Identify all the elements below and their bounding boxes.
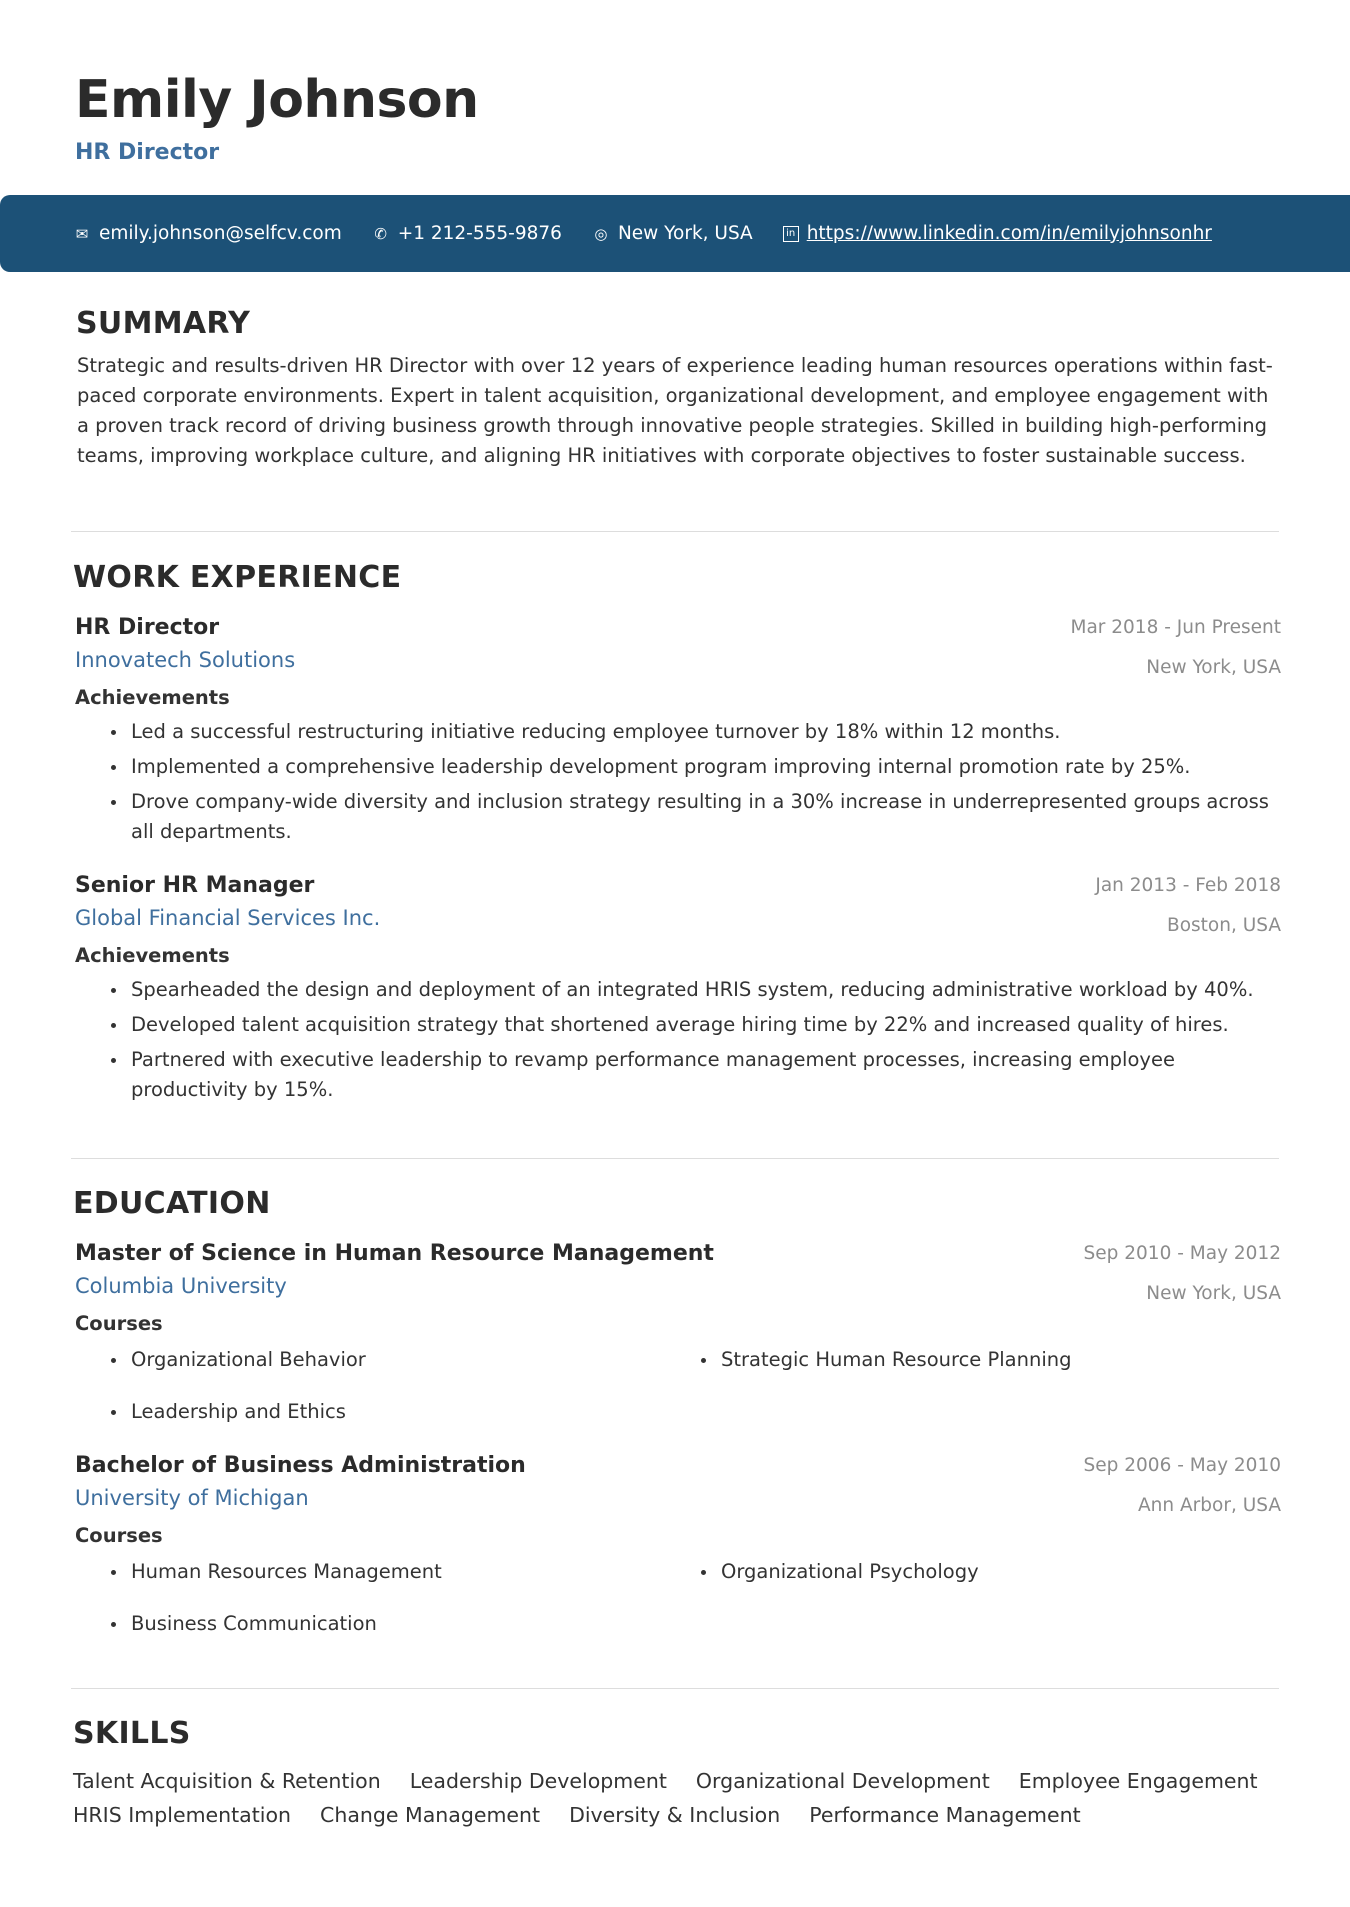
job-location: New York, USA (1146, 657, 1281, 678)
course-item: Business Communication (107, 1609, 697, 1639)
work-section (73, 560, 1281, 1110)
courses-label: Courses (75, 1524, 163, 1547)
school-name: University of Michigan (75, 1486, 309, 1510)
phone-icon: ✆ (374, 224, 387, 243)
email[interactable]: emily.johnson@selfcv.com (99, 223, 342, 244)
achievements-list (75, 717, 1281, 847)
summary-section (73, 306, 1281, 471)
achievement-item: Implemented a comprehensive leadership development program improving internal promotion rate by 25%. (107, 752, 1281, 782)
achievements-list (75, 975, 1281, 1105)
job-dates: Jan 2013 - Feb 2018 (1095, 875, 1281, 896)
course-item: Human Resources Management (107, 1557, 697, 1587)
education-heading: EDUCATION (73, 1186, 271, 1221)
job-entry (73, 615, 1281, 847)
degree-title: Master of Science in Human Resource Management (75, 1241, 714, 1266)
candidate-name: Emily Johnson (75, 70, 479, 130)
skills-heading: SKILLS (73, 1716, 191, 1751)
school-name: Columbia University (75, 1274, 287, 1298)
education-entry (73, 1453, 1281, 1639)
linkedin-icon: in (783, 226, 799, 242)
education-section (73, 1186, 1281, 1639)
job-title: HR Director (75, 615, 220, 640)
achievements-label: Achievements (75, 686, 230, 709)
achievement-item: Led a successful restructuring initiative reducing employee turnover by 18% within 12 months. (107, 717, 1281, 747)
education-location: Ann Arbor, USA (1138, 1495, 1281, 1516)
courses-label: Courses (75, 1312, 163, 1335)
divider (71, 1158, 1279, 1159)
skill-item: Performance Management (809, 1803, 1081, 1827)
job-title: Senior HR Manager (75, 873, 315, 898)
course-item: Organizational Psychology (697, 1557, 1197, 1587)
linkedin-link[interactable]: https://www.linkedin.com/in/emilyjohnsonhr (806, 223, 1212, 244)
course-item: Leadership and Ethics (107, 1397, 697, 1427)
candidate-title: HR Director (75, 140, 220, 165)
courses-list (75, 1557, 1281, 1639)
achievements-label: Achievements (75, 944, 230, 967)
education-location: New York, USA (1146, 1283, 1281, 1304)
summary-text: Strategic and results-driven HR Director with over 12 years of experience leading human resources operations within fast-paced corporate environments. Expert in talent acquisition, organizational development, and employee engagement with a proven track record of driving business growth through innovative people strategies. Skilled in building high-performing teams, improving workplace culture, and aligning HR initiatives with corporate objectives to foster sustainable success. (77, 354, 1273, 467)
skill-item: Employee Engagement (1018, 1769, 1258, 1793)
course-item: Organizational Behavior (107, 1345, 697, 1375)
skill-item: Talent Acquisition & Retention (73, 1769, 381, 1793)
divider (71, 1688, 1279, 1689)
company-name: Global Financial Services Inc. (75, 906, 381, 930)
divider (71, 531, 1279, 532)
skill-item: Diversity & Inclusion (569, 1803, 781, 1827)
contact-bar (0, 195, 1350, 272)
courses-list (75, 1345, 1281, 1427)
education-dates: Sep 2010 - May 2012 (1083, 1243, 1281, 1264)
education-dates: Sep 2006 - May 2010 (1083, 1455, 1281, 1476)
phone[interactable]: +1 212-555-9876 (397, 223, 562, 244)
degree-title: Bachelor of Business Administration (75, 1453, 526, 1478)
education-entry (73, 1241, 1281, 1427)
work-heading: WORK EXPERIENCE (73, 560, 402, 595)
skill-item: Change Management (320, 1803, 541, 1827)
skill-item: Leadership Development (409, 1769, 667, 1793)
location: New York, USA (617, 223, 753, 244)
job-location: Boston, USA (1167, 915, 1281, 936)
skill-item: HRIS Implementation (73, 1803, 292, 1827)
envelope-icon: ✉ (75, 224, 89, 243)
achievement-item: Developed talent acquisition strategy that shortened average hiring time by 22% and increased quality of hires. (107, 1010, 1281, 1040)
course-item: Strategic Human Resource Planning (697, 1345, 1197, 1375)
achievement-item: Drove company-wide diversity and inclusion strategy resulting in a 30% increase in underrepresented groups across all departments. (107, 787, 1281, 847)
skill-item: Organizational Development (695, 1769, 990, 1793)
globe-icon: ◎ (594, 224, 608, 243)
achievement-item: Spearheaded the design and deployment of an integrated HRIS system, reducing administrative workload by 40%. (107, 975, 1281, 1005)
achievement-item: Partnered with executive leadership to revamp performance management processes, increasing employee productivity by 15%. (107, 1045, 1281, 1105)
summary-heading: SUMMARY (76, 306, 251, 341)
job-dates: Mar 2018 - Jun Present (1070, 617, 1281, 638)
skills-section (73, 1716, 1281, 1827)
company-name: Innovatech Solutions (75, 648, 296, 672)
job-entry (73, 873, 1281, 1105)
